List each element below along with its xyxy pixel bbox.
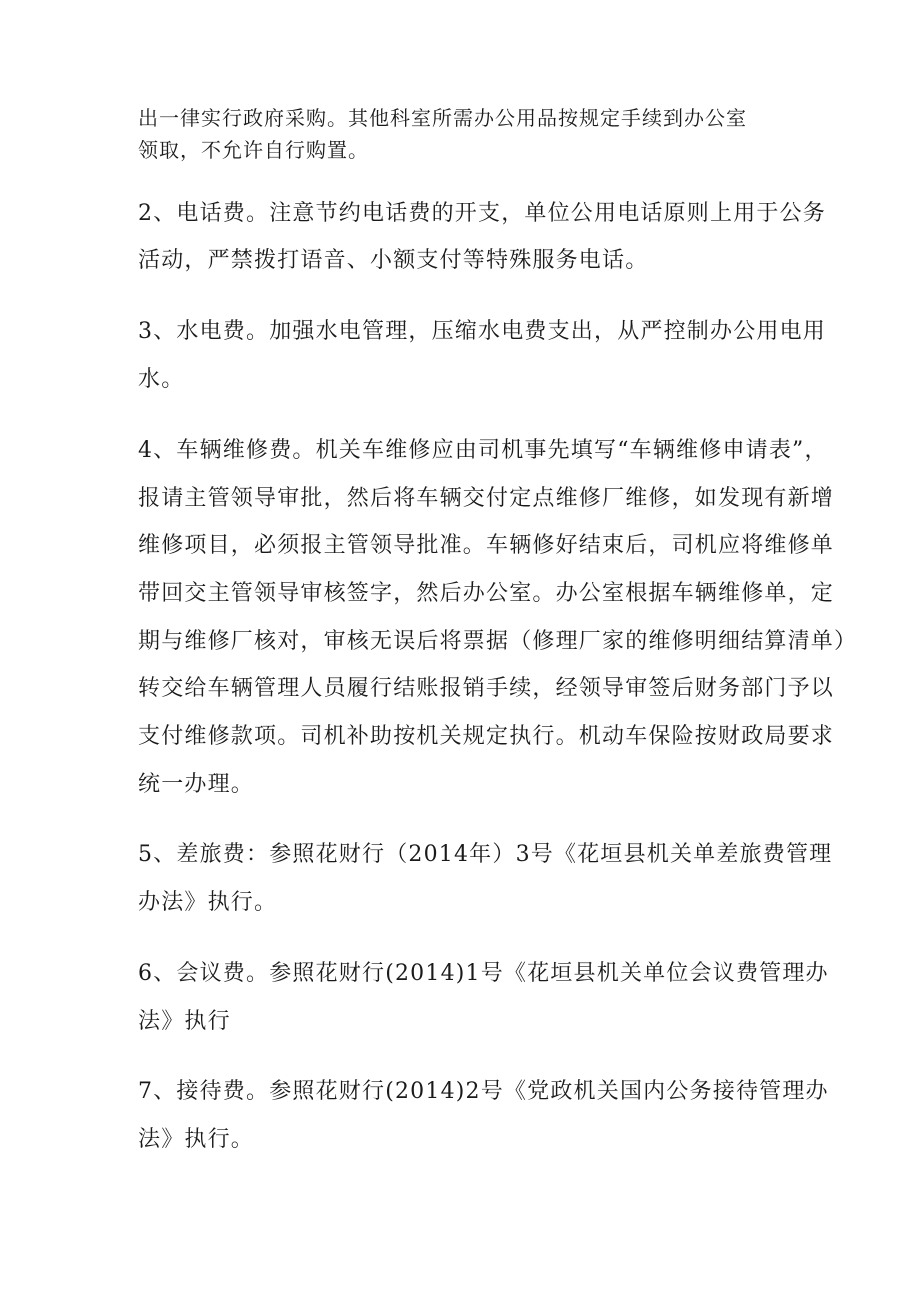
item-5-line-1: 5、差旅费：参照花财行（2014年）3号《花垣县机关单差旅费管理 <box>138 842 833 867</box>
item-4-line-2: 报请主管领导审批，然后将车辆交付定点维修厂维修，如发现有新增 <box>138 486 835 511</box>
item-3-line-2: 水。 <box>138 367 185 392</box>
item-6-line-1: 6、会议费。参照花财行(2014)1号《花垣县机关单位会议费管理办 <box>138 961 829 986</box>
item-4-line-8: 统一办理。 <box>138 772 255 797</box>
item-4-line-1: 4、车辆维修费。机关车维修应由司机事先填写“车辆维修申请表”， <box>138 438 828 463</box>
item-7-line-2: 法》执行。 <box>138 1127 255 1152</box>
intro-line-1: 出一律实行政府采购。其他科室所需办公用品按规定手续到办公室 <box>138 106 747 130</box>
item-4-line-5: 期与维修厂核对，审核无误后将票据（修理厂家的维修明细结算清单） <box>138 629 858 654</box>
item-4-line-6: 转交给车辆管理人员履行结账报销手续，经领导审签后财务部门予以 <box>138 676 835 701</box>
intro-line-2: 领取，不允许自行购置。 <box>138 138 369 162</box>
item-4-line-4: 带回交主管领导审核签字，然后办公室。办公室根据车辆维修单，定 <box>138 581 835 606</box>
item-2-line-2: 活动，严禁拨打语音、小额支付等特殊服务电话。 <box>138 248 649 273</box>
item-3-line-1: 3、水电费。加强水电管理，压缩水电费支出，从严控制办公用电用 <box>138 319 826 344</box>
item-2-line-1: 2、电话费。注意节约电话费的开支，单位公用电话原则上用于公务 <box>138 201 826 226</box>
item-5-line-2: 办法》执行。 <box>138 890 278 915</box>
item-6-line-2: 法》执行 <box>138 1009 231 1034</box>
item-4-line-7: 支付维修款项。司机补助按机关规定执行。机动车保险按财政局要求 <box>138 724 835 749</box>
item-7-line-1: 7、接待费。参照花财行(2014)2号《党政机关国内公务接待管理办 <box>138 1079 829 1104</box>
item-4-line-3: 维修项目，必须报主管领导批准。车辆修好结束后，司机应将维修单 <box>138 533 835 558</box>
